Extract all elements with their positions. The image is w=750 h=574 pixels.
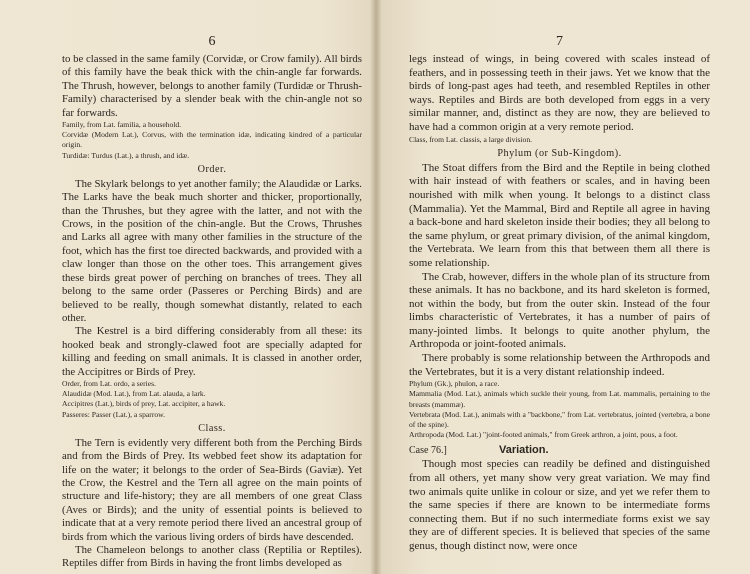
body-paragraph: The Stoat differs from the Bird and the Reptile in being clothed with hair instead of with feathers or scales, and in having been nourished with milk when young. It belongs to a distinct class (Mammalia). Yet the Mammal, Bird and Reptile all agree in having a back-bone and hard skeleton inside their bodies; they all belong to the same phylum, or great primary division, of the animal kingdom, the Vertebrata. We learn from this that between them all there is some relationship. xyxy=(409,161,710,269)
footnote: Arthropoda (Mod. Lat.) "joint-footed animals," from Greek arthron, a joint, pous, a foot. xyxy=(409,430,678,440)
footnote: Alaudidæ (Mod. Lat.), from Lat. alauda, a lark. xyxy=(62,389,206,399)
body-paragraph: The Chameleon belongs to another class (Reptilia or Reptiles). Reptiles differ from Birds in having the front limbs developed as xyxy=(62,544,362,570)
body-paragraph: to be classed in the same family (Corvidæ, or Crow family). All birds of this family have the beak thick with the chin-angle far forwards. The Thrush, however, belongs to another family (Turdidæ or Thrush-Family) characterised by a slender beak with the chin-angle not so far forwards. xyxy=(62,53,362,119)
body-paragraph: The Kestrel is a bird differing considerably from all these: its hooked beak and strongly-clawed foot are specially adapted for killing and feeding on small animals. It is classed in another order, the Accipitres or Birds of Prey. xyxy=(62,325,362,378)
footnote: Accipitres (Lat.), birds of prey, Lat. accipiter, a hawk. xyxy=(62,399,226,409)
page-number-right: 7 xyxy=(556,34,563,49)
section-heading-class: Class. xyxy=(198,422,226,434)
section-header-variation xyxy=(409,444,710,456)
body-paragraph: The Skylark belongs to yet another family; the Alaudidæ or Larks. The Larks have the beak much shorter and thicker, proportionally, than the Thrushes, but they agree with the latter, and not with the Crows, in the position of the chin-angle. But the Crows, Thrushes and Larks all agree with many other families in the structure of the foot, which has the first toe directed backwards, and provided with a claw longer than those on the other toes. This arrangement gives these birds great power of perching on branches of trees. They all belong to the same order (Passeres or Perching Birds) and are believed to be really, though somewhat distantly, related to each other. xyxy=(62,177,362,324)
case-label: Case 76.] xyxy=(409,445,447,457)
footnote: Mammalia (Mod. Lat.), animals which suckle their young, from Lat. mammalis, pertaining to the breasts (mammæ). xyxy=(409,389,710,409)
body-paragraph: The Crab, however, differs in the whole plan of its structure from these animals. It has no backbone, and its hard skeleton is formed, not within the body, but from the outer skin. Instead of the four limbs characteristic of Vertebrates, it has a number of pairs of many-jointed limbs. It belongs to quite another phylum, the Arthropoda or joint-footed animals. xyxy=(409,270,710,351)
section-heading-order: Order. xyxy=(197,163,227,175)
body-paragraph: There probably is some relationship between the Arthropods and the Vertebrates, but it is a very distant relationship indeed. xyxy=(409,352,710,378)
body-paragraph: legs instead of wings, in being covered with scales instead of feathers, and in possessing teeth in their jaws. Yet we know that the birds of long-past ages had teeth, and resembled Reptiles in other ways. Reptiles and Birds are both developed from eggs in a very similar manner, and, distinct as they are now, they are believed to have had a common origin at a very remote period. xyxy=(409,53,710,133)
right-page xyxy=(376,0,750,574)
footnote: Passeres: Passer (Lat.), a sparrow. xyxy=(62,409,166,419)
footnote: Vertebrata (Mod. Lat.), animals with a "backbone," from Lat. vertebratus, jointed (vertebra, a bone of the spine). xyxy=(409,409,710,430)
page-number-left: 6 xyxy=(208,34,216,49)
footnote: Phylum (Gk.), phulon, a race. xyxy=(409,379,500,389)
body-paragraph: The Tern is evidently very different both from the Perching Birds and from the Birds of Prey. Its webbed feet show its adaptation for life on the water; it belongs to the order of Sea-Birds (Gaviæ). Yet the Crow, the Kestrel and the Tern all agree on the main points of structure and life-history; they are all members of one great Class (Aves or Birds); and the unity of essential points is believed to indicate that at a very remote period there lived an ancestral group of birds from which the various living orders of birds have descended. xyxy=(62,436,362,543)
book-gutter-shadow xyxy=(370,0,382,574)
footnote: Turdidæ: Turdus (Lat.), a thrush, and idæ. xyxy=(62,150,190,160)
footnote: Family, from Lat. familia, a household. xyxy=(62,120,182,130)
footnote: Class, from Lat. classis, a large division. xyxy=(409,134,533,144)
section-title: Variation. xyxy=(499,444,549,457)
body-paragraph: Though most species can readily be defined and distinguished from all others, yet many show very great variation. We may find two animals quite unlike in colour or size, and yet we refer them to the same species if there are known to be intermediate forms connecting them. But if no such intermediate forms exist we say they are of different species. It is believed that species of the same genus, though distinct now, were once xyxy=(409,458,710,553)
section-heading-phylum: Phylum (or Sub-Kingdom). xyxy=(497,147,622,159)
footnote: Order, from Lat. ordo, a series. xyxy=(62,378,156,388)
footnote: Corvidæ (Modern Lat.), Corvus, with the termination idæ, indicating kindred of a particular origin. xyxy=(62,130,362,150)
